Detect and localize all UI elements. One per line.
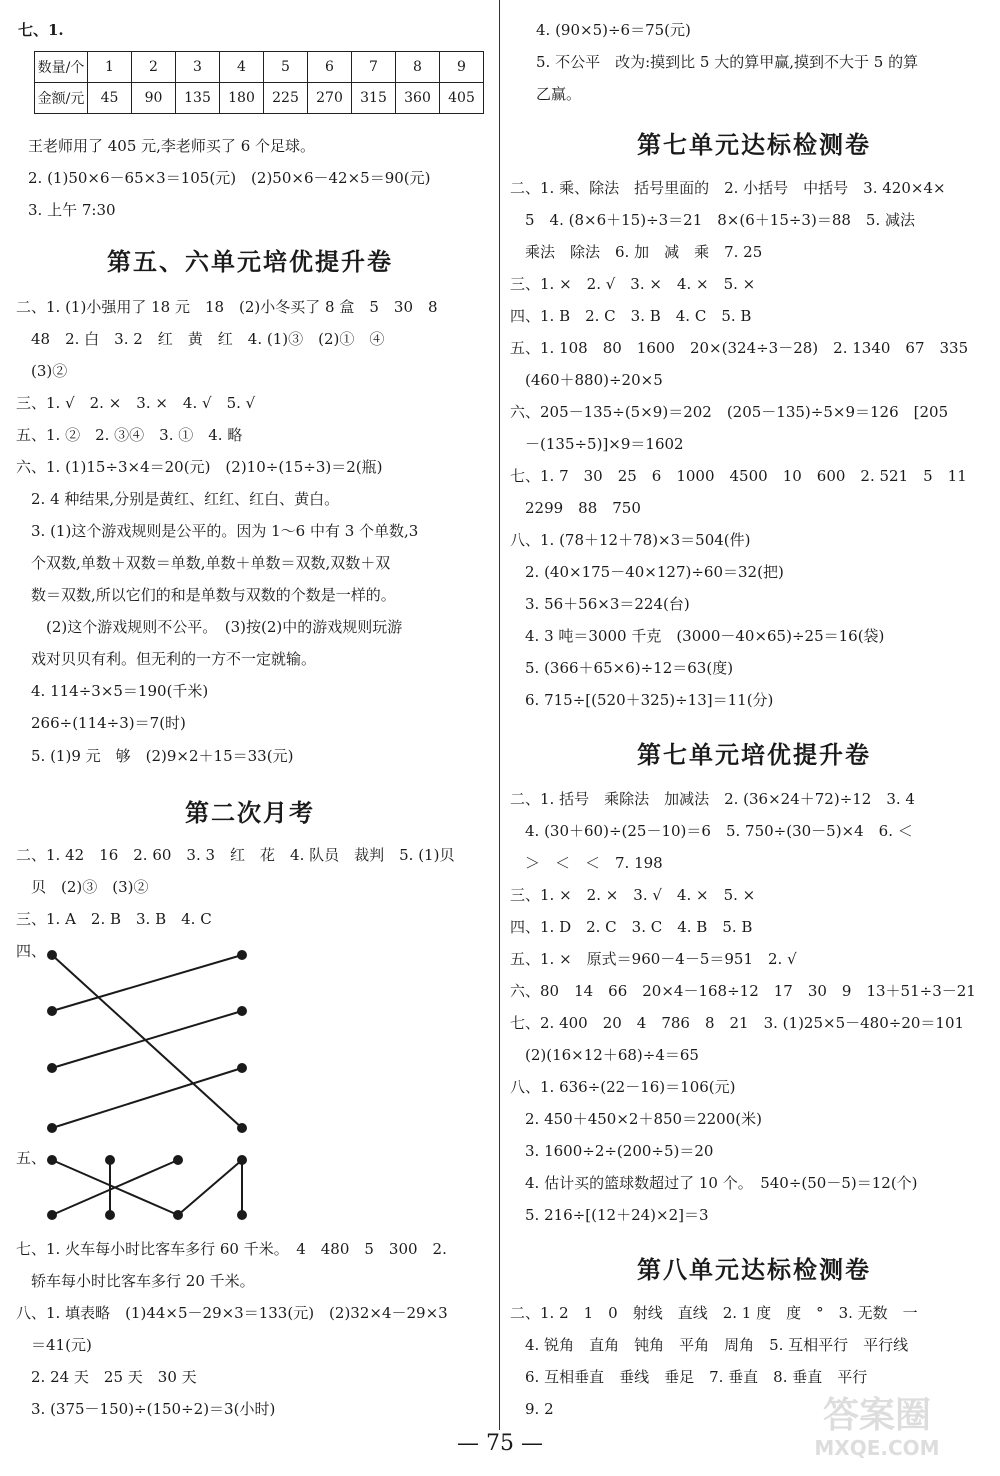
answer-line: 五、1. 108 80 1600 20×(324÷3－28) 2. 1340 67 335 [510, 339, 969, 357]
table-cell: 225 [264, 83, 308, 114]
section-heading: 第五、六单元培优提升卷 [107, 248, 393, 276]
answer-line: 三、1. × 2. √ 3. × 4. × 5. × [510, 275, 756, 293]
answer-line: (2)这个游戏规则不公平。 (3)按(2)中的游戏规则玩游 [16, 618, 403, 636]
answer-line: 4. 估计买的篮球数超过了 10 个。 540÷(50－5)＝12(个) [510, 1174, 918, 1192]
answer-line: 3. 上午 7:30 [28, 201, 116, 219]
answer-line: 3. (1)这个游戏规则是公平的。因为 1～6 中有 3 个单数,3 [16, 522, 419, 540]
answer-line: 八、1. (78＋12＋78)×3＝504(件) [510, 531, 751, 549]
table-cell: 1 [88, 52, 132, 83]
table-cell: 7 [352, 52, 396, 83]
table-cell: 405 [440, 83, 484, 114]
table-cell: 90 [132, 83, 176, 114]
answer-line: 5. (366＋65×6)÷12＝63(度) [510, 659, 734, 677]
answer-line: 八、1. 636÷(22－16)＝106(元) [510, 1078, 736, 1096]
answer-line: 5 4. (8×6＋15)÷3＝21 8×(6＋15÷3)＝88 5. 减法 [510, 211, 915, 229]
answer-line: 4. 锐角 直角 钝角 平角 周角 5. 互相平行 平行线 [510, 1336, 909, 1354]
matching-diagram-1 [40, 945, 260, 1145]
answer-line: 3. (375－150)÷(150÷2)＝3(小时) [16, 1400, 276, 1418]
answer-line: 五、1. × 原式＝960－4－5＝951 2. √ [510, 950, 797, 968]
section-heading: 第八单元达标检测卷 [637, 1256, 871, 1284]
answer-line: 四、1. D 2. C 3. C 4. B 5. B [510, 918, 753, 936]
answer-line: 2. (40×175－40×127)÷60＝32(把) [510, 563, 784, 581]
answer-line: 六、80 14 66 20×4－168÷12 17 30 9 13＋51÷3－21 [510, 982, 976, 1000]
answer-line: 3. 1600÷2÷(200÷5)＝20 [510, 1142, 714, 1160]
matching-diagram-2 [40, 1150, 260, 1230]
table-cell: 270 [308, 83, 352, 114]
watermark-text: 答案圈 [822, 1395, 931, 1436]
watermark-logo [772, 1396, 982, 1466]
answer-line: 2. 4 种结果,分别是黄红、红红、红白、黄白。 [16, 490, 340, 508]
answer-line: 2299 88 750 [510, 499, 641, 517]
answer-line: 轿车每小时比客车多行 20 千米。 [16, 1272, 255, 1290]
answer-line: 二、1. 括号 乘除法 加减法 2. (36×24＋72)÷12 3. 4 [510, 790, 915, 808]
price-table [34, 51, 484, 114]
table-cell: 315 [352, 83, 396, 114]
answer-line: 二、1. 乘、除法 括号里面的 2. 小括号 中括号 3. 420×4× [510, 179, 946, 197]
section-7-label: 七、1. [18, 21, 64, 39]
answer-line: ＞ ＜ ＜ 7. 198 [510, 854, 663, 872]
answer-line: (3)② [16, 362, 68, 380]
table-cell: 2 [132, 52, 176, 83]
table-cell: 360 [396, 83, 440, 114]
answer-line: 266÷(114÷3)＝7(时) [16, 714, 186, 732]
answer-line: 乙赢。 [536, 85, 582, 103]
answer-line: 5. (1)9 元 够 (2)9×2＋15＝33(元) [16, 747, 294, 765]
answer-line: 戏对贝贝有利。但无利的一方不一定就输。 [16, 650, 317, 668]
answer-line: 6. 互相垂直 垂线 垂足 7. 垂直 8. 垂直 平行 [510, 1368, 868, 1386]
answer-line: 乘法 除法 6. 加 减 乘 7. 25 [510, 243, 763, 261]
table-cell: 3 [176, 52, 220, 83]
row-header: 数量/个 [35, 52, 88, 83]
answer-line: 9. 2 [510, 1400, 554, 1418]
table-cell: 45 [88, 83, 132, 114]
table-cell: 6 [308, 52, 352, 83]
answer-line: 二、1. (1)小强用了 18 元 18 (2)小冬买了 8 盒 5 30 8 [16, 298, 438, 316]
answer-line: 七、1. 7 30 25 6 1000 4500 10 600 2. 521 5 11 [510, 467, 967, 485]
answer-line: 二、1. 2 1 0 射线 直线 2. 1 度 度 ° 3. 无数 一 [510, 1304, 918, 1322]
column-divider [499, 0, 500, 1430]
answer-line: 五、1. ② 2. ③④ 3. ① 4. 略 [16, 426, 243, 444]
answer-line: 八、1. 填表略 (1)44×5－29×3＝133(元) (2)32×4－29×3 [16, 1304, 448, 1322]
answer-line: 四、1. B 2. C 3. B 4. C 5. B [510, 307, 752, 325]
answer-line: 六、1. (1)15÷3×4＝20(元) (2)10÷(15÷3)＝2(瓶) [16, 458, 383, 476]
answer-line: 4. (30＋60)÷(25－10)＝6 5. 750÷(30－5)×4 6. ＜ [510, 822, 913, 840]
watermark-url: MXQE.COM [814, 1436, 940, 1460]
answer-line: 5. 不公平 改为:摸到比 5 大的算甲赢,摸到不大于 5 的算 [536, 53, 919, 71]
answer-line: 48 2. 白 3. 2 红 黄 红 4. (1)③ (2)① ④ [16, 330, 385, 348]
page-number: — 75 — [457, 1431, 543, 1456]
answer-line: (460＋880)÷20×5 [510, 371, 663, 389]
answer-line: 七、1. 火车每小时比客车多行 60 千米。 4 480 5 300 2. [16, 1240, 447, 1258]
section-heading: 第七单元培优提升卷 [637, 741, 871, 769]
answer-line: 二、1. 42 16 2. 60 3. 3 红 花 4. 队员 裁判 5. (1)贝 [16, 846, 455, 864]
table-cell: 180 [220, 83, 264, 114]
answer-line: (2)(16×12＋68)÷4＝65 [510, 1046, 699, 1064]
answer-line: 2. 24 天 25 天 30 天 [16, 1368, 197, 1386]
section-5-label: 五、 [16, 1149, 47, 1167]
answer-line: 4. 114÷3×5＝190(千米) [16, 682, 209, 700]
answer-line: 三、1. √ 2. × 3. × 4. √ 5. √ [16, 394, 256, 412]
answer-line: ＝41(元) [16, 1336, 92, 1354]
table-cell: 135 [176, 83, 220, 114]
table-cell: 5 [264, 52, 308, 83]
answer-line: 三、1. A 2. B 3. B 4. C [16, 910, 212, 928]
answer-line: 个双数,单数＋双数＝单数,单数＋单数＝双数,双数＋双 [16, 554, 391, 572]
answer-line: 6. 715÷[(520＋325)÷13]＝11(分) [510, 691, 774, 709]
answer-line: －(135÷5)]×9＝1602 [510, 435, 684, 453]
answer-line: 七、2. 400 20 4 786 8 21 3. (1)25×5－480÷20＝101 [510, 1014, 965, 1032]
answer-line: 王老师用了 405 元,李老师买了 6 个足球。 [28, 137, 316, 155]
answer-line: 4. (90×5)÷6＝75(元) [536, 21, 691, 39]
answer-line: 2. 450＋450×2＋850＝2200(米) [510, 1110, 762, 1128]
answer-line: 三、1. × 2. × 3. √ 4. × 5. × [510, 886, 756, 904]
answer-line: 六、205－135÷(5×9)＝202 (205－135)÷5×9＝126 [205 [510, 403, 949, 421]
table-row [35, 52, 484, 83]
answer-line: 2. (1)50×6－65×3＝105(元) (2)50×6－42×5＝90(元) [28, 169, 431, 187]
table-cell: 8 [396, 52, 440, 83]
answer-line: 3. 56＋56×3＝224(台) [510, 595, 690, 613]
row-header: 金额/元 [35, 83, 88, 114]
section-heading: 第二次月考 [185, 799, 315, 827]
answer-line: 5. 216÷[(12＋24)×2]＝3 [510, 1206, 709, 1224]
answer-line: 数＝双数,所以它们的和是单数与双数的个数是一样的。 [16, 586, 396, 604]
answer-line: 贝 (2)③ (3)② [16, 878, 149, 896]
section-heading: 第七单元达标检测卷 [637, 131, 871, 159]
table-row [35, 83, 484, 114]
answer-line: 4. 3 吨＝3000 千克 (3000－40×65)÷25＝16(袋) [510, 627, 885, 645]
section-4-label: 四、 [16, 942, 47, 960]
table-cell: 9 [440, 52, 484, 83]
table-cell: 4 [220, 52, 264, 83]
